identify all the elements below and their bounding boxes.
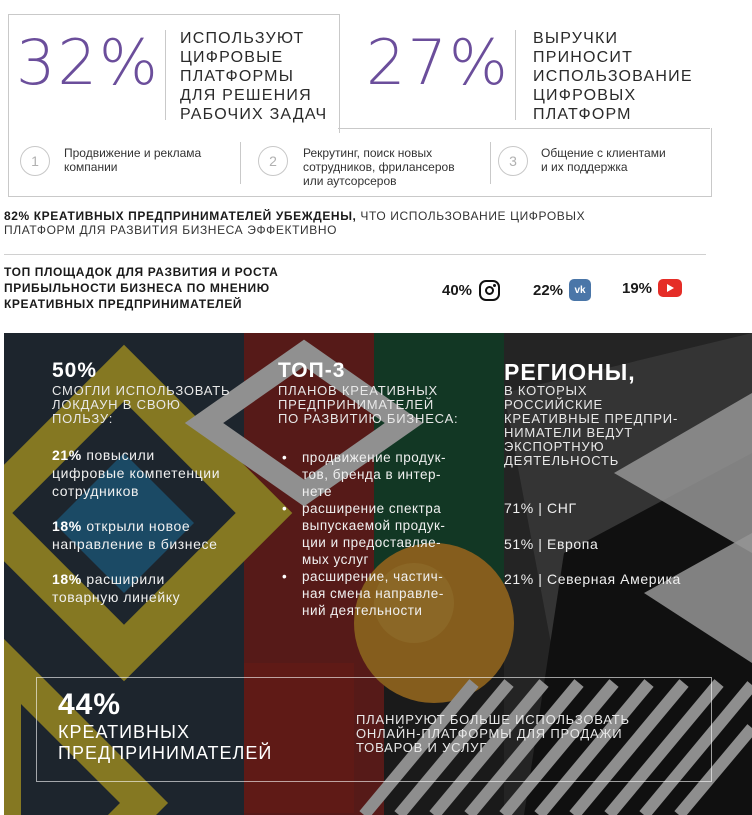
stat-value-platforms: 32% <box>16 26 160 99</box>
lockdown-item: 21% повысили цифровые компетенции сотрудников <box>52 447 221 499</box>
lockdown-item: 18% открыли новое направление в бизнесе <box>52 518 218 552</box>
list-item: • расширение, частич- ная смена направле- ний деятельности <box>280 568 490 619</box>
stat-value-revenue: 27% <box>366 26 510 99</box>
youtube-icon <box>658 279 682 297</box>
online-value: 44% <box>58 688 122 721</box>
task-item: Общение с клиентами и их поддержка <box>541 146 666 174</box>
task-item: Продвижение и реклама компании <box>64 146 202 174</box>
statement-text: 82% КРЕАТИВНЫХ ПРЕДПРИНИМАТЕЛЕЙ УБЕЖДЕНЫ, ЧТО ИСПОЛЬЗОВАНИЕ ЦИФРОВЫХ ПЛАТФОРМ ДЛЯ РАЗВИТИЯ БИЗНЕСА ЭФФЕКТИВНО <box>4 209 586 237</box>
platform-stat-instagram: 40% <box>442 279 500 301</box>
instagram-icon <box>479 280 500 301</box>
divider <box>490 142 491 184</box>
number-badge: 2 <box>258 146 288 176</box>
list-item: • продвижение продук- тов, бренда в интер- нете <box>280 449 490 500</box>
divider <box>515 30 516 120</box>
regions-title: РЕГИОНЫ, <box>504 359 636 385</box>
lockdown-item: 18% расширили товарную линейку <box>52 571 181 605</box>
stat-caption-platforms: ИСПОЛЬЗУЮТ ЦИФРОВЫЕ ПЛАТФОРМЫ ДЛЯ РЕШЕНИЯ РАБОЧИХ ЗАДАЧ <box>180 30 328 123</box>
top3-list <box>280 449 490 619</box>
number-badge: 3 <box>498 146 528 176</box>
region-item: 51% | Европа <box>504 536 599 552</box>
lockdown-caption: СМОГЛИ ИСПОЛЬЗОВАТЬ ЛОКДАУН В СВОЮ ПОЛЬЗУ: <box>52 383 231 426</box>
stat-caption-revenue: ВЫРУЧКИ ПРИНОСИТ ИСПОЛЬЗОВАНИЕ ЦИФРОВЫХ ПЛАТФОРМ <box>533 30 693 123</box>
platform-stat-youtube: 19% <box>622 279 682 297</box>
online-caption: КРЕАТИВНЫХ ПРЕДПРИНИМАТЕЛЕЙ <box>58 722 273 763</box>
platform-stat-vk: 22% vk <box>533 279 591 301</box>
region-item: 71% | СНГ <box>504 500 577 516</box>
online-text: ПЛАНИРУЮТ БОЛЬШЕ ИСПОЛЬЗОВАТЬ ОНЛАЙН-ПЛАТФОРМЫ ДЛЯ ПРОДАЖИ ТОВАРОВ И УСЛУГ <box>356 712 630 755</box>
platforms-heading: ТОП ПЛОЩАДОК ДЛЯ РАЗВИТИЯ И РОСТА ПРИБЫЛЬНОСТИ БИЗНЕСА ПО МНЕНИЮ КРЕАТИВНЫХ ПРЕДПРИНИМАТЕЛЕЙ <box>4 265 279 311</box>
list-item: • расширение спектра выпускаемой продук- ции и предоставляе- мых услуг <box>280 500 490 568</box>
divider <box>165 30 166 120</box>
top3-caption: ПЛАНОВ КРЕАТИВНЫХ ПРЕДПРИНИМАТЕЛЕЙ ПО РАЗВИТИЮ БИЗНЕСА: <box>278 383 459 426</box>
task-item: Рекрутинг, поиск новых сотрудников, фрилансеров или аутсорсеров <box>303 146 455 188</box>
vk-icon: vk <box>569 279 591 301</box>
region-item: 21% | Северная Америка <box>504 571 681 587</box>
divider <box>240 142 241 184</box>
regions-caption: В КОТОРЫХ РОССИЙСКИЕ КРЕАТИВНЫЕ ПРЕДПРИ- НИМАТЕЛИ ВЕДУТ ЭКСПОРТНУЮ ДЕЯТЕЛЬНОСТЬ <box>504 383 679 468</box>
separator <box>4 254 706 255</box>
top3-title: ТОП-3 <box>278 359 346 382</box>
lockdown-value: 50% <box>52 359 98 382</box>
number-badge: 1 <box>20 146 50 176</box>
